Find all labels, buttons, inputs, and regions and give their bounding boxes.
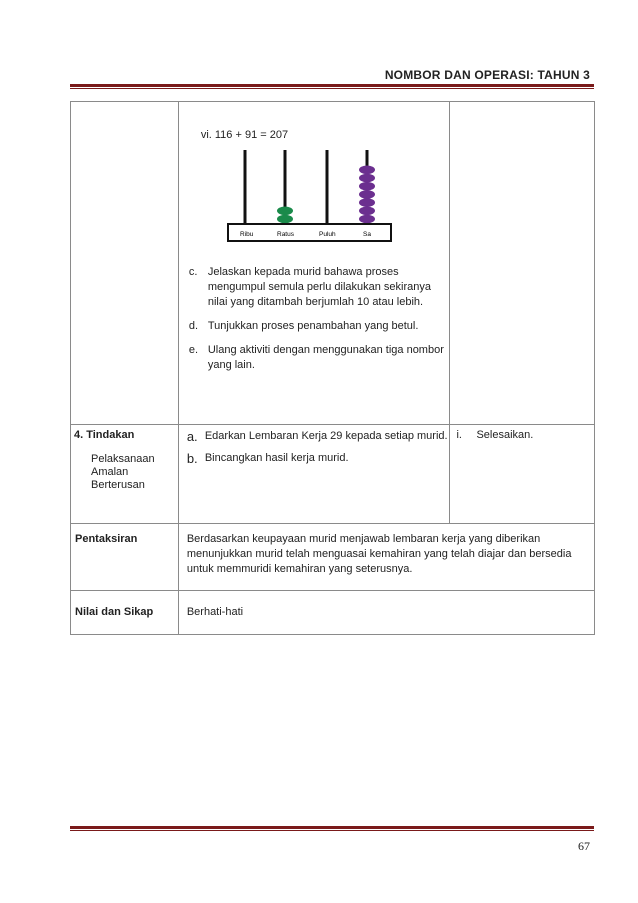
pentaksiran-label: Pentaksiran xyxy=(75,533,138,545)
step-text: Tunjukkan proses penambahan yang betul. xyxy=(207,320,419,332)
abacus-bead xyxy=(359,182,375,191)
step-text: Jelaskan kepada murid bahawa proses mengumpul semula perlu dilakukan sekiranya nilai yang ditambah berjumlah 10 atau lebih. xyxy=(207,266,432,308)
tindakan-subtitle xyxy=(91,453,178,492)
pentaksiran-text-cell xyxy=(178,524,594,591)
page-number: 67 xyxy=(578,839,590,853)
abacus-cell xyxy=(178,102,450,425)
step-text: Ulang aktiviti dengan menggunakan tiga nombor yang lain. xyxy=(207,344,444,371)
abacus-bead xyxy=(359,174,375,183)
table-row-abacus xyxy=(71,102,595,425)
abacus-bead xyxy=(277,215,293,224)
tindakan-label-cell xyxy=(71,425,179,524)
nilai-label: Nilai dan Sikap xyxy=(75,606,154,618)
note-text: Selesaikan. xyxy=(476,429,534,441)
table-row-tindakan xyxy=(71,425,595,524)
note-label: i. xyxy=(456,429,462,441)
list-item xyxy=(189,343,451,373)
abacus-bead xyxy=(359,198,375,207)
page-header-title: NOMBOR DAN OPERASI: TAHUN 3 xyxy=(384,68,590,82)
step-label: d. xyxy=(188,320,199,332)
item-label: a. xyxy=(186,429,198,444)
abacus-diagram xyxy=(215,148,425,244)
steps-list xyxy=(189,265,451,382)
item-label: b. xyxy=(186,451,198,466)
footer-rule xyxy=(70,826,594,832)
tindakan-title: 4. Tindakan xyxy=(74,429,135,441)
step-label: c. xyxy=(188,266,198,278)
nilai-text-cell xyxy=(178,591,594,635)
list-item xyxy=(187,451,450,466)
equation-text: vi. 116 + 91 = 207 xyxy=(200,129,289,141)
abacus-bead xyxy=(277,207,293,216)
step-label: e. xyxy=(188,344,199,356)
item-text: Edarkan Lembaran Kerja 29 kepada setiap murid. xyxy=(204,430,448,442)
abacus-bead xyxy=(359,190,375,199)
empty-cell xyxy=(450,102,595,425)
table-row-pentaksiran xyxy=(71,524,595,591)
list-item xyxy=(189,265,451,310)
item-text: Bincangkan hasil kerja murid. xyxy=(204,452,349,464)
header-rule xyxy=(70,84,594,90)
abacus-label-sa: Sa xyxy=(362,231,371,238)
subtitle-line: Berterusan xyxy=(91,479,145,491)
abacus-label-ribu: Ribu xyxy=(239,231,254,238)
abacus-label-puluh: Puluh xyxy=(318,231,336,238)
pentaksiran-label-cell xyxy=(71,524,179,591)
table-row-nilai xyxy=(71,591,595,635)
subtitle-line: Amalan xyxy=(91,466,129,478)
abacus-bead xyxy=(359,166,375,175)
abacus-bead xyxy=(359,207,375,216)
list-item xyxy=(189,319,451,334)
abacus-label-ratus: Ratus xyxy=(276,231,294,238)
lesson-table xyxy=(70,101,595,635)
subtitle-line: Pelaksanaan xyxy=(91,453,155,465)
abacus-bead xyxy=(359,215,375,224)
tindakan-note-cell xyxy=(450,425,595,524)
pentaksiran-text: Berdasarkan keupayaan murid menjawab lembaran kerja yang diberikan menunjukkan murid telah menguasai kemahiran yang telah diajar dan bersedia untuk memmuridi kemahiran yang seterusnya. xyxy=(186,533,572,575)
nilai-text: Berhati-hati xyxy=(186,606,244,618)
tindakan-items-cell xyxy=(178,425,450,524)
list-item xyxy=(187,429,450,444)
empty-cell xyxy=(71,102,179,425)
nilai-label-cell xyxy=(71,591,179,635)
